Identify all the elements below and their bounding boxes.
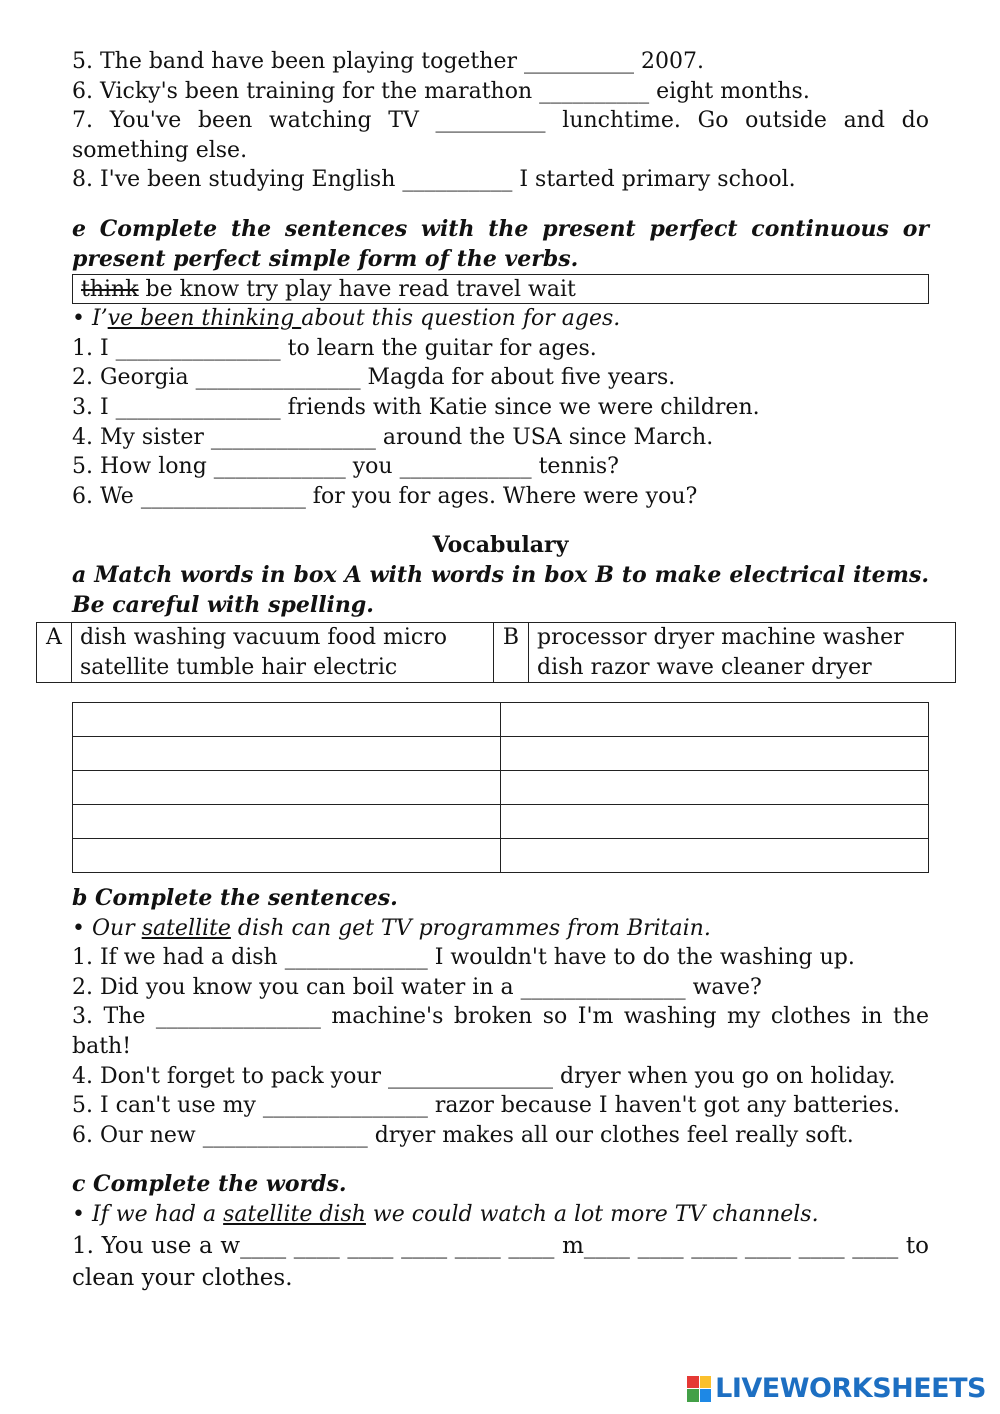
exercise-line: 6. Vicky's been training for the marathon __________ eight months. [72, 78, 810, 104]
exercise-line: 2. Georgia _______________ Magda for about five years. [72, 365, 676, 391]
exercise-line: 6. Our new _______________ dryer makes all our clothes feel really soft. [72, 1122, 854, 1148]
section-b-heading: b Complete the sentences. [72, 885, 398, 911]
example-answer: ve been thinking [107, 306, 302, 332]
box-b-words: processor dryer machine washer dish razor wave cleaner dryer [529, 623, 956, 683]
answer-grid [72, 702, 929, 873]
example-prefix: • I’ [72, 306, 108, 332]
exercise-line: 1. If we had a dish _____________ I wouldn't have to do the washing up. [72, 945, 855, 971]
exercise-line: 4. My sister _______________ around the USA since March. [72, 424, 714, 450]
struck-verb: think [81, 277, 139, 303]
example-prefix: • If we had a [72, 1201, 224, 1227]
section-e-example [72, 304, 929, 334]
word-boxes-table [36, 622, 956, 683]
answer-cell[interactable] [501, 771, 929, 805]
example-answer: satellite dish [223, 1201, 366, 1227]
example-suffix: we could watch a lot more TV channels. [365, 1201, 819, 1227]
liveworksheets-logo [687, 1373, 986, 1404]
answer-cell[interactable] [501, 737, 929, 771]
brand-name: LIVEWORKSHEETS [715, 1373, 986, 1404]
exercise-line: 5. I can't use my _______________ razor because I haven't got any batteries. [72, 1093, 900, 1119]
example-prefix: • Our [72, 915, 142, 941]
box-a-words: dish washing vacuum food micro satellite tumble hair electric [72, 623, 494, 683]
example-suffix: dish can get TV programmes from Britain. [230, 915, 711, 941]
vocabulary-title: Vocabulary [432, 532, 569, 559]
exercise-line: 6. We _______________ for you for ages. Where were you? [72, 483, 698, 509]
box-b-label: B [494, 623, 529, 683]
answer-cell[interactable] [501, 839, 929, 873]
table-row [73, 703, 929, 737]
vocabulary-a-heading: a Match words in box A with words in box B to make electrical items. Be careful with spelling. [72, 561, 929, 618]
logo-icon [687, 1376, 711, 1402]
worksheet-top [72, 47, 929, 620]
verb-box [72, 274, 929, 304]
exercise-line: 5. The band have been playing together __________ 2007. [72, 49, 704, 74]
answer-cell[interactable] [501, 805, 929, 839]
exercise-line: 7. You've been watching TV __________ lunchtime. Go outside and do something else. [72, 108, 929, 163]
answer-cell[interactable] [73, 703, 501, 737]
example-suffix: about this question for ages. [301, 306, 621, 332]
answer-cell[interactable] [501, 703, 929, 737]
exercise-line: 4. Don't forget to pack your _______________ dryer when you go on holiday. [72, 1063, 896, 1089]
exercise-line: 3. The _______________ machine's broken so I'm washing my clothes in the bath! [72, 1004, 929, 1059]
answer-cell[interactable] [73, 805, 501, 839]
worksheet-bottom [72, 884, 929, 1294]
table-row [73, 839, 929, 873]
exercise-line: 2. Did you know you can boil water in a _______________ wave? [72, 974, 762, 1000]
answer-cell[interactable] [73, 839, 501, 873]
section-b-example [72, 914, 929, 944]
section-c-heading: c Complete the words. [72, 1171, 347, 1198]
exercise-line: 1. I _______________ to learn the guitar for ages. [72, 335, 597, 361]
exercise-line: 8. I've been studying English __________ I started primary school. [72, 167, 796, 193]
verb-list: be know try play have read travel wait [138, 277, 576, 303]
exercise-line: 5. How long ____________ you ____________ tennis? [72, 454, 619, 480]
answer-cell[interactable] [73, 771, 501, 805]
example-answer: satellite [141, 915, 231, 941]
table-row [73, 771, 929, 805]
section-c-example [72, 1200, 929, 1230]
table-row [73, 805, 929, 839]
table-row [73, 737, 929, 771]
exercise-line: 1. You use a w____ ____ ____ ____ ____ ____ m____ ____ ____ ____ ____ ____ to clean your clothes. [72, 1232, 929, 1291]
section-e-heading: e Complete the sentences with the present perfect continuous or present perfect simple form of the verbs. [72, 215, 929, 272]
answer-cell[interactable] [73, 737, 501, 771]
exercise-line: 3. I _______________ friends with Katie since we were children. [72, 394, 760, 420]
box-a-label: A [37, 623, 72, 683]
